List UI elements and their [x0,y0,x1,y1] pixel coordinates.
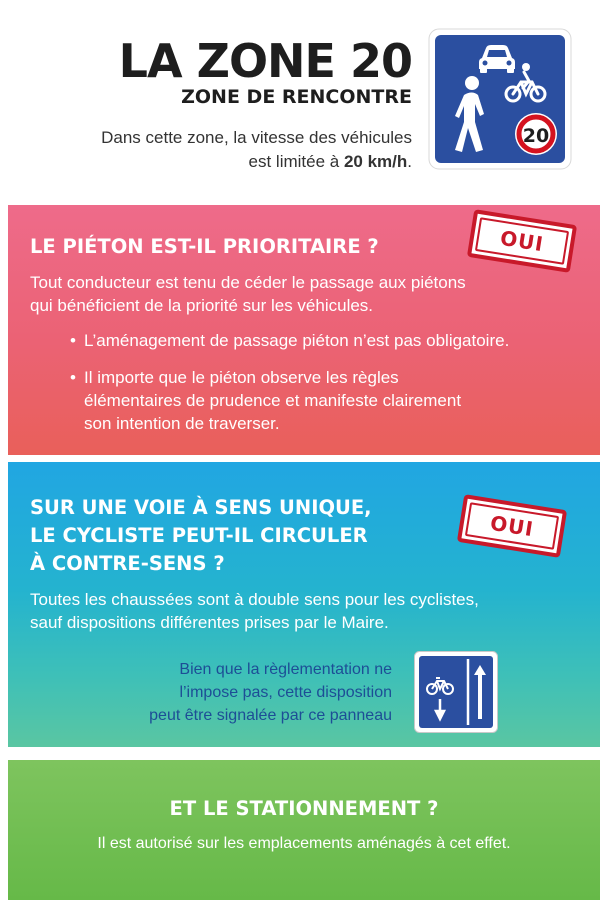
cyclist-heading [30,494,372,578]
sign-note-line-2: l’impose pas, cette disposition [179,684,392,701]
zone-20-sign-icon [428,28,572,170]
bullet-line: son intention de traverser. [84,414,280,433]
intro-line-2-prefix: est limitée à [248,152,344,171]
oui-stamp [457,494,567,558]
bullet-line: L’aménagement de passage piéton n’est pas obligatoire. [84,331,510,350]
cyclist-text-line-2: sauf dispositions différentes prises par le Maire. [30,613,389,632]
intro-suffix: . [407,152,412,171]
pedestrian-priority-section [8,205,600,455]
sign-speed-text: 20 [522,125,550,147]
pedestrian-text-line-1: Tout conducteur est tenu de céder le passage aux piétons [30,273,466,292]
bullet-line: Il importe que le piéton observe les règles [84,368,399,387]
oui-stamp-label: OUI [498,225,546,257]
bullet-item [70,366,509,435]
cyclist-heading-line-1: SUR UNE VOIE À SENS UNIQUE, [30,496,372,519]
page-subtitle: ZONE DE RENCONTRE [181,86,412,108]
parking-section [8,760,600,900]
page-title: LA ZONE 20 [118,34,412,88]
header [0,0,600,200]
cyclist-text-line-1: Toutes les chaussées sont à double sens pour les cyclistes, [30,590,479,609]
sign-note-line-3: peut être signalée par ce panneau [149,707,392,724]
intro-line-1: Dans cette zone, la vitesse des véhicules [101,128,412,147]
cyclist-text [30,588,479,634]
side-dash-strip [0,205,6,900]
pedestrian-heading: LE PIÉTON EST-IL PRIORITAIRE ? [30,235,379,258]
parking-text: Il est autorisé sur les emplacements aménagés à cet effet. [97,835,511,852]
pedestrian-bullet-list [70,329,509,449]
intro-speed: 20 km/h [343,152,408,171]
parking-heading: ET LE STATIONNEMENT ? [169,797,439,820]
sign-note [149,658,392,727]
contraflow-cycle-lane-sign-icon [414,651,498,733]
pedestrian-text-line-2: qui bénéficient de la priorité sur les véhicules. [30,296,374,315]
bullet-item [70,329,509,352]
sign-note-line-1: Bien que la règlementation ne [179,661,392,678]
bullet-line: élémentaires de prudence et manifeste clairement [84,391,462,410]
cyclist-heading-line-3: À CONTRE-SENS ? [30,552,225,575]
oui-stamp-label: OUI [488,510,536,542]
cyclist-heading-line-2: LE CYCLISTE PEUT-IL CIRCULER [30,524,368,547]
cyclist-contraflow-section [8,462,600,747]
pedestrian-text [30,271,466,317]
intro-text [101,126,412,174]
oui-stamp [467,209,577,273]
